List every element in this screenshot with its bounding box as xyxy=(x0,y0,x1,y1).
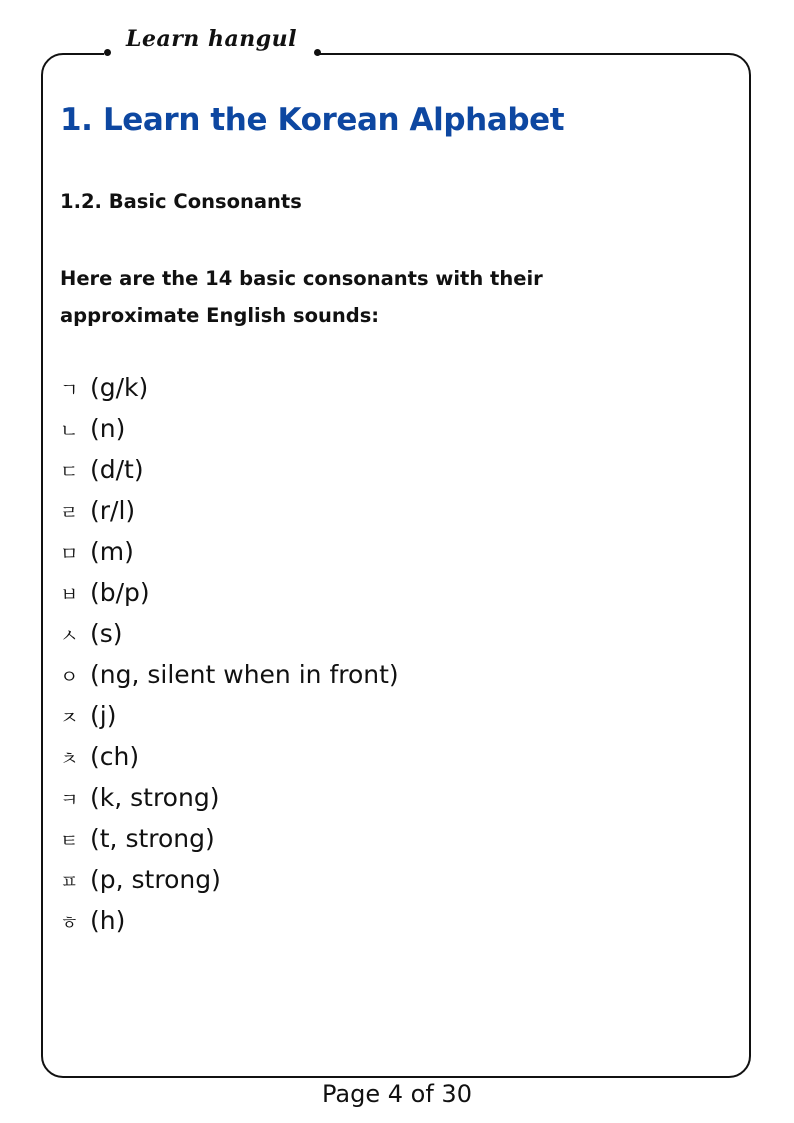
consonant-jamo: ㄴ xyxy=(60,420,79,442)
consonant-jamo: ㅅ xyxy=(60,625,79,647)
list-item xyxy=(60,572,399,613)
page-number: Page 4 of 30 xyxy=(322,1080,472,1108)
list-item xyxy=(60,818,399,859)
consonant-sound: (m) xyxy=(90,537,134,566)
consonant-jamo: ㅈ xyxy=(60,707,79,729)
intro-line-1: Here are the 14 basic consonants with their xyxy=(60,267,543,290)
header-dot-right xyxy=(314,49,321,56)
list-item xyxy=(60,900,399,941)
intro-line-2: approximate English sounds: xyxy=(60,304,380,327)
consonant-sound: (n) xyxy=(90,414,126,443)
consonant-sound: (t, strong) xyxy=(90,824,215,853)
list-item xyxy=(60,449,399,490)
consonant-sound: (r/l) xyxy=(90,496,136,525)
list-item xyxy=(60,859,399,900)
page-title: 1. Learn the Korean Alphabet xyxy=(60,102,565,138)
consonant-jamo: ㅍ xyxy=(60,871,79,893)
consonant-jamo: ㅊ xyxy=(60,748,79,770)
list-item xyxy=(60,736,399,777)
consonant-jamo: ㅋ xyxy=(60,789,79,811)
list-item xyxy=(60,531,399,572)
consonant-jamo: ㄱ xyxy=(60,379,79,401)
consonant-jamo: ㅌ xyxy=(60,830,79,852)
list-item xyxy=(60,695,399,736)
intro-paragraph xyxy=(60,260,660,334)
consonant-jamo: ㅂ xyxy=(60,584,79,606)
header-dot-left xyxy=(104,49,111,56)
consonant-sound: (h) xyxy=(90,906,126,935)
consonant-jamo: ㄷ xyxy=(60,461,79,483)
consonant-sound: (s) xyxy=(90,619,123,648)
list-item xyxy=(60,654,399,695)
consonant-jamo: ㅎ xyxy=(60,912,79,934)
list-item xyxy=(60,490,399,531)
consonant-sound: (ng, silent when in front) xyxy=(90,660,399,689)
list-item xyxy=(60,367,399,408)
list-item xyxy=(60,408,399,449)
consonant-sound: (k, strong) xyxy=(90,783,220,812)
consonant-jamo: ㅁ xyxy=(60,543,79,565)
consonant-sound: (g/k) xyxy=(90,373,149,402)
consonant-sound: (ch) xyxy=(90,742,140,771)
brand-title: Learn hangul xyxy=(126,26,297,52)
section-subtitle: 1.2. Basic Consonants xyxy=(60,190,302,213)
consonant-jamo: ㅇ xyxy=(60,666,79,688)
consonant-sound: (d/t) xyxy=(90,455,144,484)
consonant-sound: (b/p) xyxy=(90,578,150,607)
list-item xyxy=(60,777,399,818)
consonant-sound: (p, strong) xyxy=(90,865,221,894)
consonant-list xyxy=(60,367,399,941)
consonant-jamo: ㄹ xyxy=(60,502,79,524)
list-item xyxy=(60,613,399,654)
consonant-sound: (j) xyxy=(90,701,117,730)
